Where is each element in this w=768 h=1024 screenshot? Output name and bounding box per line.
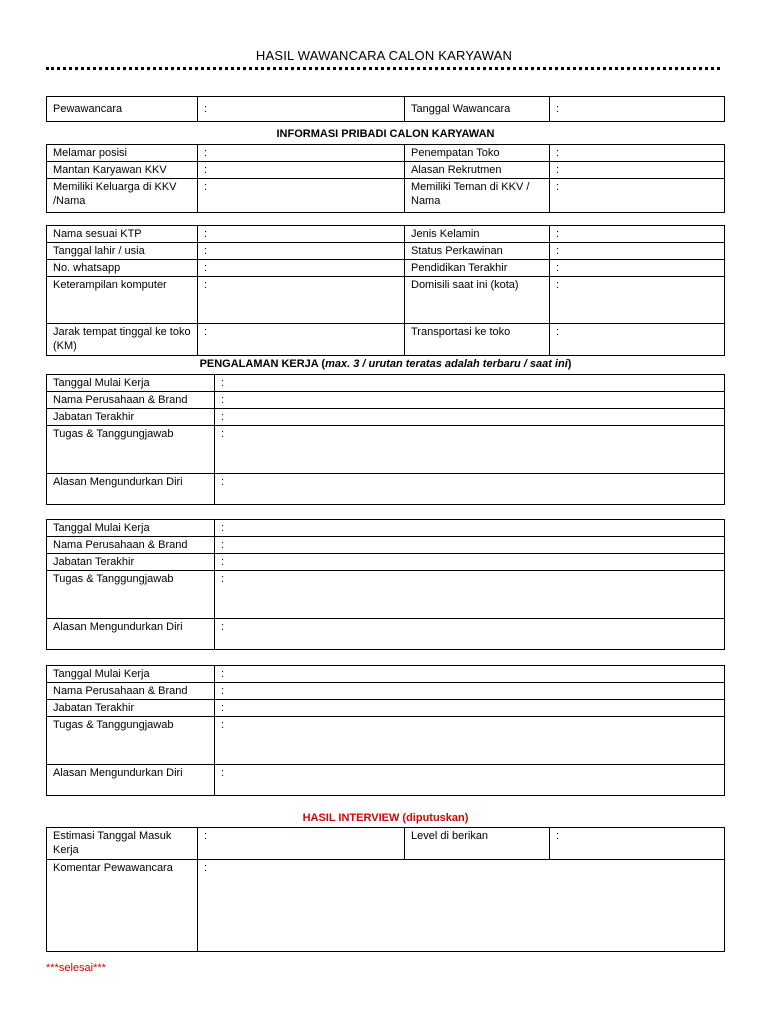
- last-position-field[interactable]: :: [215, 409, 725, 426]
- resign-reason-label: Alasan Mengundurkan Diri: [47, 765, 215, 796]
- family-field[interactable]: :: [198, 179, 405, 213]
- resign-reason-label: Alasan Mengundurkan Diri: [47, 619, 215, 650]
- transport-field[interactable]: :: [550, 324, 725, 356]
- company-field[interactable]: :: [215, 392, 725, 409]
- interview-date-label: Tanggal Wawancara: [405, 97, 550, 122]
- end-marker: ***selesai***: [46, 962, 106, 974]
- education-field[interactable]: :: [550, 260, 725, 277]
- ktp-name-field[interactable]: :: [198, 226, 405, 243]
- level-label: Level di berikan: [405, 828, 550, 860]
- personal-info-table: [46, 144, 725, 213]
- position-label: Melamar posisi: [47, 145, 198, 162]
- comment-field[interactable]: :: [198, 860, 725, 952]
- position-field[interactable]: :: [198, 145, 405, 162]
- ktp-name-label: Nama sesuai KTP: [47, 226, 198, 243]
- personal-info-heading: INFORMASI PRIBADI CALON KARYAWAN: [276, 128, 495, 140]
- gender-field[interactable]: :: [550, 226, 725, 243]
- result-table: [46, 827, 725, 952]
- work-experience-table-1: [46, 374, 725, 505]
- work-heading-end: ): [567, 358, 572, 370]
- start-date-label: Tanggal Mulai Kerja: [47, 666, 215, 683]
- duties-label: Tugas & Tanggungjawab: [47, 571, 215, 619]
- whatsapp-field[interactable]: :: [198, 260, 405, 277]
- work-experience-table-3: [46, 665, 725, 796]
- start-date-label: Tanggal Mulai Kerja: [47, 375, 215, 392]
- start-date-field[interactable]: :: [215, 375, 725, 392]
- ex-employee-label: Mantan Karyawan KKV: [47, 162, 198, 179]
- start-date-label: Tanggal Mulai Kerja: [47, 520, 215, 537]
- duties-field[interactable]: :: [215, 571, 725, 619]
- interviewer-table: [46, 96, 725, 122]
- marital-label: Status Perkawinan: [405, 243, 550, 260]
- start-date-field[interactable]: :: [215, 520, 725, 537]
- friend-field[interactable]: :: [550, 179, 725, 213]
- ex-employee-field[interactable]: :: [198, 162, 405, 179]
- start-date-field[interactable]: :: [215, 666, 725, 683]
- computer-skill-field[interactable]: :: [198, 277, 405, 324]
- duties-field[interactable]: :: [215, 717, 725, 765]
- work-heading-note: max. 3 / urutan teratas adalah terbaru / saat ini: [325, 358, 568, 370]
- resign-reason-field[interactable]: :: [215, 765, 725, 796]
- company-field[interactable]: :: [215, 537, 725, 554]
- resign-reason-field[interactable]: :: [215, 474, 725, 505]
- last-position-field[interactable]: :: [215, 554, 725, 571]
- work-experience-table-2: [46, 519, 725, 650]
- start-estimate-field[interactable]: :: [198, 828, 405, 860]
- domicile-label: Domisili saat ini (kota): [405, 277, 550, 324]
- birthdate-field[interactable]: :: [198, 243, 405, 260]
- gender-label: Jenis Kelamin: [405, 226, 550, 243]
- last-position-label: Jabatan Terakhir: [47, 700, 215, 717]
- store-placement-field[interactable]: :: [550, 145, 725, 162]
- comment-label: Komentar Pewawancara: [47, 860, 198, 952]
- recruit-reason-field[interactable]: :: [550, 162, 725, 179]
- level-field[interactable]: :: [550, 828, 725, 860]
- duties-label: Tugas & Tanggungjawab: [47, 426, 215, 474]
- form-title: HASIL WAWANCARA CALON KARYAWAN: [255, 48, 513, 63]
- domicile-field[interactable]: :: [550, 277, 725, 324]
- transport-label: Transportasi ke toko: [405, 324, 550, 356]
- interviewer-field[interactable]: :: [198, 97, 405, 122]
- distance-label: Jarak tempat tinggal ke toko (KM): [47, 324, 198, 356]
- company-label: Nama Perusahaan & Brand: [47, 537, 215, 554]
- marital-field[interactable]: :: [550, 243, 725, 260]
- last-position-field[interactable]: :: [215, 700, 725, 717]
- resign-reason-field[interactable]: :: [215, 619, 725, 650]
- interviewer-label: Pewawancara: [47, 97, 198, 122]
- resign-reason-label: Alasan Mengundurkan Diri: [47, 474, 215, 505]
- personal-details-table: [46, 225, 725, 356]
- store-placement-label: Penempatan Toko: [405, 145, 550, 162]
- company-label: Nama Perusahaan & Brand: [47, 683, 215, 700]
- interview-date-field[interactable]: :: [550, 97, 725, 122]
- duties-label: Tugas & Tanggungjawab: [47, 717, 215, 765]
- result-heading: HASIL INTERVIEW (diputuskan): [302, 812, 469, 824]
- start-estimate-label: Estimasi Tanggal Masuk Kerja: [47, 828, 198, 860]
- company-label: Nama Perusahaan & Brand: [47, 392, 215, 409]
- recruit-reason-label: Alasan Rekrutmen: [405, 162, 550, 179]
- last-position-label: Jabatan Terakhir: [47, 409, 215, 426]
- company-field[interactable]: :: [215, 683, 725, 700]
- family-label: Memiliki Keluarga di KKV /Nama: [47, 179, 198, 213]
- education-label: Pendidikan Terakhir: [405, 260, 550, 277]
- work-heading-main: PENGALAMAN KERJA (: [199, 358, 326, 370]
- dotted-divider: [46, 67, 720, 70]
- birthdate-label: Tanggal lahir / usia: [47, 243, 198, 260]
- friend-label: Memiliki Teman di KKV / Nama: [405, 179, 550, 213]
- whatsapp-label: No. whatsapp: [47, 260, 198, 277]
- computer-skill-label: Keterampilan komputer: [47, 277, 198, 324]
- duties-field[interactable]: :: [215, 426, 725, 474]
- distance-field[interactable]: :: [198, 324, 405, 356]
- work-experience-heading: [46, 358, 725, 370]
- last-position-label: Jabatan Terakhir: [47, 554, 215, 571]
